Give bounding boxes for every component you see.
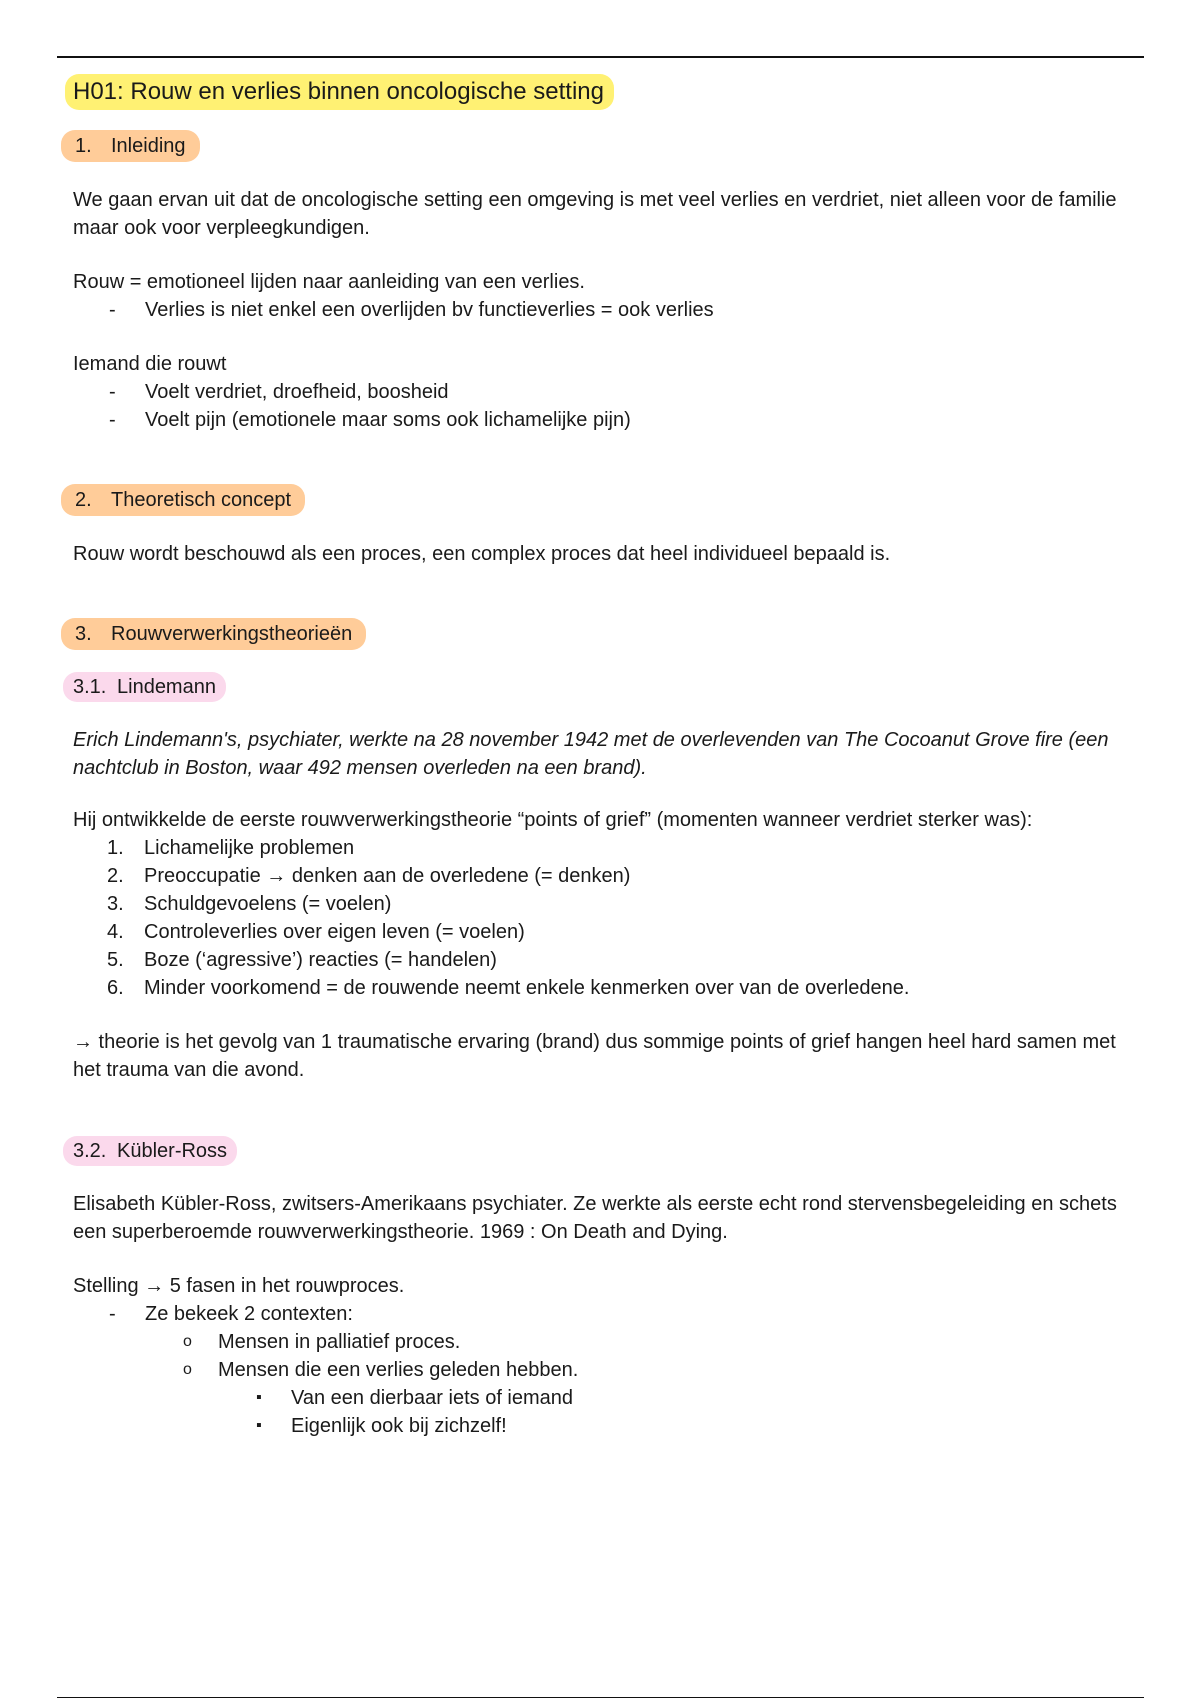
list-item-number: 6. (107, 977, 124, 999)
list-item-number: 3. (107, 893, 124, 915)
intro-paragraph-line-1: We gaan ervan uit dat de oncologische setting een omgeving is met veel verlies en verdriet, niet alleen voor de familie (73, 189, 1117, 211)
section-1-heading (61, 130, 200, 162)
subsection-3-1-title: Lindemann (117, 676, 216, 698)
stelling: Stelling → 5 fasen in het rouwproces. (73, 1275, 405, 1297)
section-2-title: Theoretisch concept (111, 489, 292, 511)
list-item-text: Lichamelijke problemen (144, 837, 355, 859)
lindemann-italic-line-1: Erich Lindemann's, psychiater, werkte na 28 november 1942 met de overlevenden van The Cocoanut Grove fire (een (73, 729, 1109, 751)
section-1-title: Inleiding (111, 135, 186, 157)
section-3-number: 3. (75, 623, 92, 645)
bottom-rule (57, 1697, 1144, 1698)
list-item: - Verlies is niet enkel een overlijden bv functieverlies = ook verlies (73, 296, 1133, 324)
list-item (73, 890, 1133, 918)
points-of-grief-list (73, 834, 1133, 1002)
section-2-number: 2. (75, 489, 92, 511)
iemand-die-rouwt-list (73, 378, 1133, 434)
lindemann-italic-line-2: nachtclub in Boston, waar 492 mensen overleden na een brand). (73, 757, 647, 779)
list-item: o Mensen in palliatief proces. (73, 1328, 1133, 1356)
section-3-heading (61, 618, 366, 650)
document-title: H01: Rouw en verlies binnen oncologische setting (73, 74, 614, 110)
subsection-3-2-title: Kübler-Ross (117, 1140, 228, 1162)
list-item: ▪ Van een dierbaar iets of iemand (73, 1384, 1133, 1412)
list-item (73, 834, 1133, 862)
subsection-3-1-heading (63, 672, 226, 702)
section-1-number: 1. (75, 135, 92, 157)
section-3-title: Rouwverwerkingstheorieën (111, 623, 353, 645)
list-item-number: 2. (107, 865, 124, 887)
list-item: - Voelt pijn (emotionele maar soms ook lichamelijke pijn) (73, 406, 1133, 434)
theoretisch-paragraph: Rouw wordt beschouwd als een proces, een complex proces dat heel individueel bepaald is. (73, 543, 891, 565)
contexten-list (73, 1328, 1133, 1384)
lindemann-conclusion-line-2: het trauma van die avond. (73, 1059, 305, 1081)
list-item: - Voelt verdriet, droefheid, boosheid (73, 378, 1133, 406)
list-item (73, 974, 1133, 1002)
iemand-die-rouwt: Iemand die rouwt (73, 353, 227, 375)
list-item-number: 1. (107, 837, 124, 859)
stelling-list (73, 1300, 1133, 1328)
list-item (73, 946, 1133, 974)
kubler-ross-line-2: een superberoemde rouwverwerkingstheorie. 1969 : On Death and Dying. (73, 1221, 728, 1243)
subsection-3-2-heading (63, 1136, 237, 1166)
list-item-text: Schuldgevoelens (= voelen) (144, 893, 392, 915)
kubler-ross-line-1: Elisabeth Kübler-Ross, zwitsers-Amerikaans psychiater. Ze werkte als eerste echt rond stervensbegeleiding en schets (73, 1193, 1117, 1215)
rouw-definition-list (73, 296, 1133, 324)
list-item-text: Minder voorkomend = de rouwende neemt enkele kenmerken over van de overledene. (144, 977, 910, 999)
list-item-text: Boze (‘agressive’) reacties (= handelen) (144, 949, 497, 971)
top-rule (57, 56, 1144, 58)
list-item-number: 4. (107, 921, 124, 943)
list-item (73, 918, 1133, 946)
list-item: o Mensen die een verlies geleden hebben. (73, 1356, 1133, 1384)
list-item (73, 862, 1133, 890)
list-item-number: 5. (107, 949, 124, 971)
intro-paragraph-line-2: maar ook voor verpleegkundigen. (73, 217, 370, 239)
subsection-3-1-number: 3.1. (73, 676, 107, 698)
rouw-definition: Rouw = emotioneel lijden naar aanleiding van een verlies. (73, 271, 585, 293)
list-item-text: Controleverlies over eigen leven (= voelen) (144, 921, 525, 943)
verlies-sublist (73, 1384, 1133, 1440)
document-page (73, 72, 1133, 1440)
list-item: ▪ Eigenlijk ook bij zichzelf! (73, 1412, 1133, 1440)
subsection-3-2-number: 3.2. (73, 1140, 107, 1162)
list-item: - Ze bekeek 2 contexten: (73, 1300, 1133, 1328)
section-2-heading (61, 484, 305, 516)
lindemann-conclusion-line-1: → theorie is het gevolg van 1 traumatische ervaring (brand) dus sommige points of grief hangen heel hard samen met (73, 1031, 1116, 1053)
lindemann-intro: Hij ontwikkelde de eerste rouwverwerkingstheorie “points of grief” (momenten wanneer verdriet sterker was): (73, 809, 1033, 831)
list-item-text: Preoccupatie → denken aan de overledene (= denken) (144, 865, 631, 887)
